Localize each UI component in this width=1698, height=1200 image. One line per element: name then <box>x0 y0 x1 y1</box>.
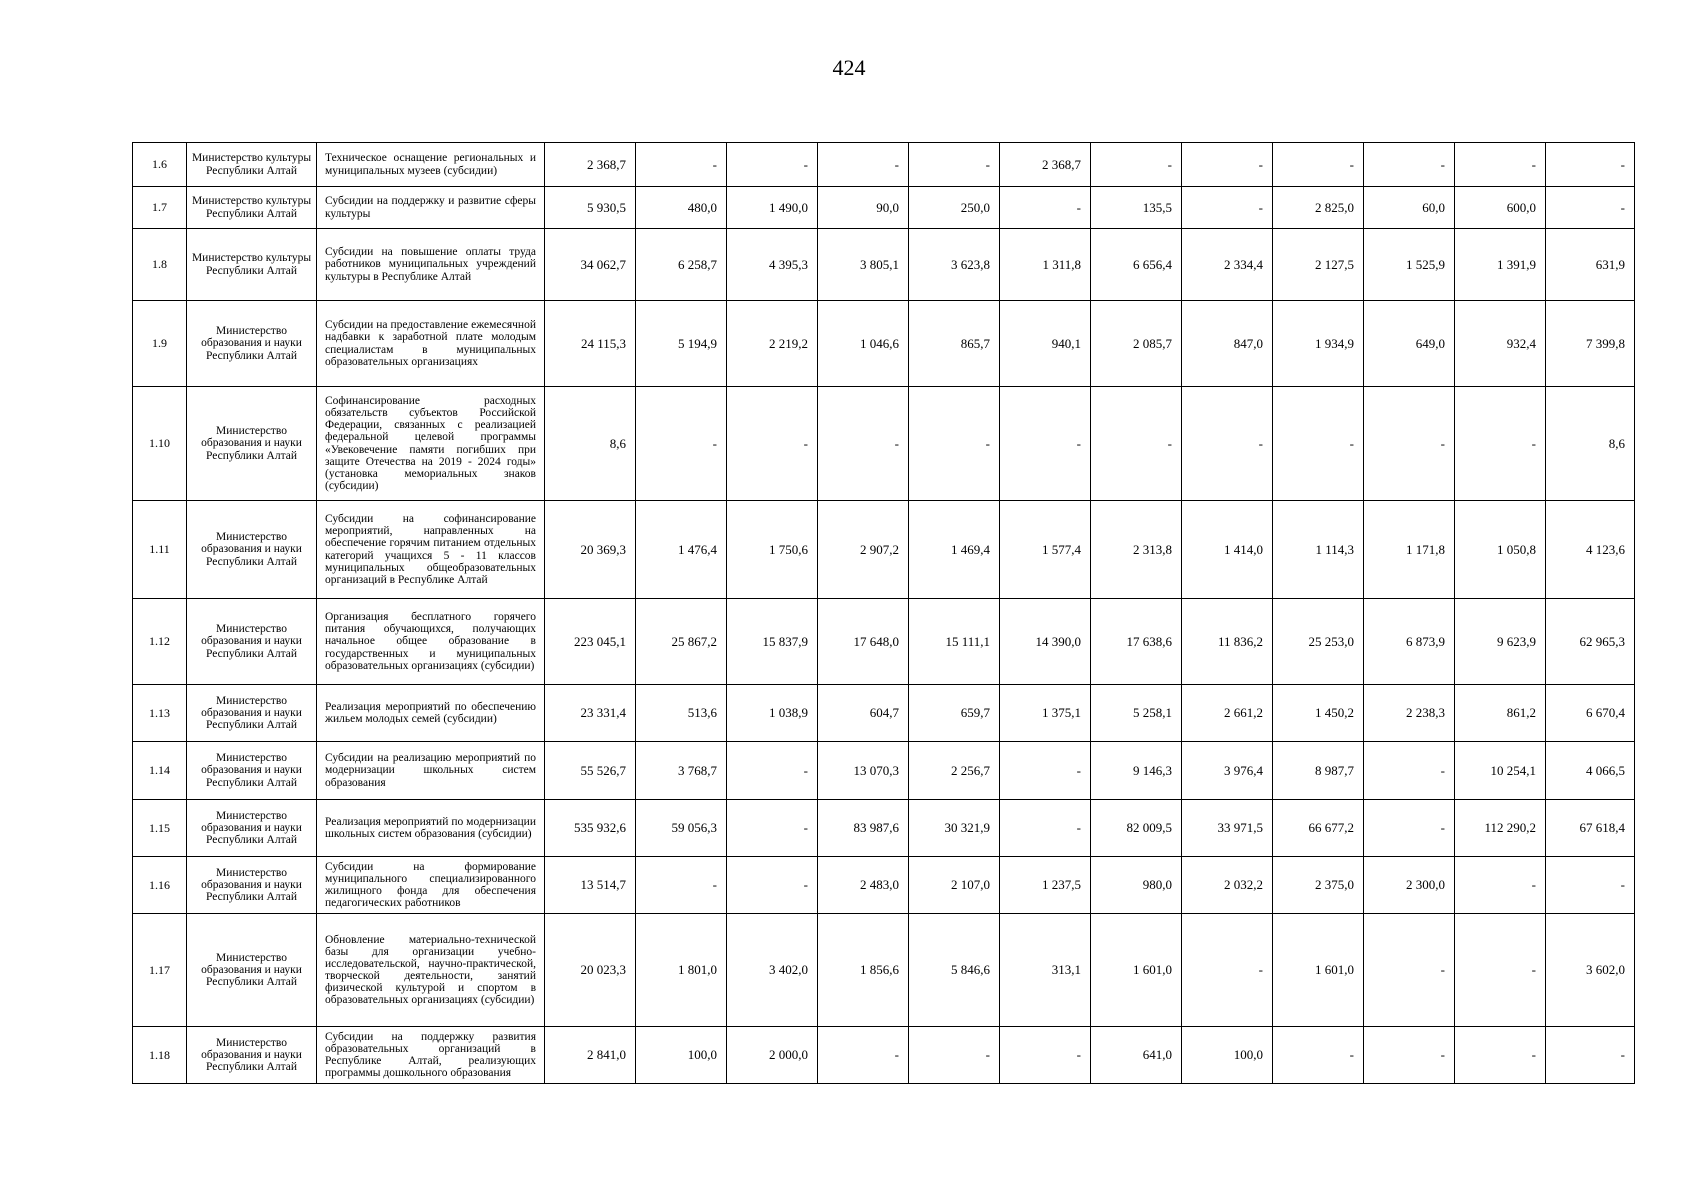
value-cell: 4 066,5 <box>1546 742 1635 800</box>
value-cell: 60,0 <box>1364 187 1455 229</box>
value-cell: 23 331,4 <box>545 685 636 742</box>
table-row <box>133 301 1635 387</box>
organization-cell: Министерство образования и науки Республики Алтай <box>187 742 317 800</box>
value-cell: 6 258,7 <box>636 229 727 301</box>
table-row <box>133 599 1635 685</box>
description-cell: Обновление материально-технической базы для организации учебно-исследовательской, научно-практической, творческой деятельности, занятий физической культурой и спортом в образовательных организациях (субсидии) <box>317 914 545 1027</box>
table-row <box>133 1027 1635 1084</box>
value-cell: - <box>727 857 818 914</box>
value-cell: 1 237,5 <box>1000 857 1091 914</box>
value-cell: - <box>636 387 727 501</box>
value-cell: 1 450,2 <box>1273 685 1364 742</box>
value-cell: 1 391,9 <box>1455 229 1546 301</box>
description-cell: Субсидии на поддержку развития образовательных организаций в Республике Алтай, реализующих программы дошкольного образования <box>317 1027 545 1084</box>
value-cell: 6 670,4 <box>1546 685 1635 742</box>
value-cell: 649,0 <box>1364 301 1455 387</box>
value-cell: - <box>818 387 909 501</box>
value-cell: 30 321,9 <box>909 800 1000 857</box>
organization-cell: Министерство культуры Республики Алтай <box>187 187 317 229</box>
value-cell: 1 601,0 <box>1273 914 1364 1027</box>
value-cell: 10 254,1 <box>1455 742 1546 800</box>
table-body <box>133 143 1635 1084</box>
organization-cell: Министерство образования и науки Республики Алтай <box>187 501 317 599</box>
organization-cell: Министерство образования и науки Республики Алтай <box>187 599 317 685</box>
value-cell: 2 300,0 <box>1364 857 1455 914</box>
table-row <box>133 501 1635 599</box>
value-cell: 33 971,5 <box>1182 800 1273 857</box>
table-row <box>133 857 1635 914</box>
value-cell: - <box>1364 387 1455 501</box>
value-cell: 8,6 <box>545 387 636 501</box>
value-cell: - <box>1455 143 1546 187</box>
value-cell: - <box>636 857 727 914</box>
value-cell: - <box>1182 914 1273 1027</box>
value-cell: 100,0 <box>636 1027 727 1084</box>
value-cell: 1 577,4 <box>1000 501 1091 599</box>
value-cell: - <box>1546 187 1635 229</box>
value-cell: 1 934,9 <box>1273 301 1364 387</box>
description-cell: Субсидии на повышение оплаты труда работников муниципальных учреждений культуры в Республике Алтай <box>317 229 545 301</box>
value-cell: - <box>1455 387 1546 501</box>
row-number: 1.16 <box>133 857 187 914</box>
value-cell: 1 050,8 <box>1455 501 1546 599</box>
value-cell: 4 123,6 <box>1546 501 1635 599</box>
table-row <box>133 800 1635 857</box>
value-cell: - <box>909 387 1000 501</box>
value-cell: 59 056,3 <box>636 800 727 857</box>
description-cell: Субсидии на софинансирование мероприятий, направленных на обеспечение горячим питанием отдельных категорий учащихся 5 - 11 классов муниципальных общеобразовательных организаций в Республике Алтай <box>317 501 545 599</box>
value-cell: 13 070,3 <box>818 742 909 800</box>
row-number: 1.10 <box>133 387 187 501</box>
value-cell: 20 023,3 <box>545 914 636 1027</box>
description-cell: Субсидии на реализацию мероприятий по модернизации школьных систем образования <box>317 742 545 800</box>
value-cell: 2 375,0 <box>1273 857 1364 914</box>
value-cell: 3 623,8 <box>909 229 1000 301</box>
value-cell: 24 115,3 <box>545 301 636 387</box>
value-cell: - <box>1182 143 1273 187</box>
value-cell: - <box>1455 914 1546 1027</box>
value-cell: 135,5 <box>1091 187 1182 229</box>
value-cell: 67 618,4 <box>1546 800 1635 857</box>
description-cell: Реализация мероприятий по обеспечению жильем молодых семей (субсидии) <box>317 685 545 742</box>
value-cell: - <box>818 1027 909 1084</box>
value-cell: 17 638,6 <box>1091 599 1182 685</box>
value-cell: 1 490,0 <box>727 187 818 229</box>
value-cell: 34 062,7 <box>545 229 636 301</box>
value-cell: 2 907,2 <box>818 501 909 599</box>
value-cell: - <box>1273 387 1364 501</box>
value-cell: - <box>1546 143 1635 187</box>
table-row <box>133 742 1635 800</box>
value-cell: 83 987,6 <box>818 800 909 857</box>
value-cell: 1 525,9 <box>1364 229 1455 301</box>
value-cell: 2 483,0 <box>818 857 909 914</box>
value-cell: 20 369,3 <box>545 501 636 599</box>
organization-cell: Министерство образования и науки Республики Алтай <box>187 685 317 742</box>
value-cell: - <box>1455 857 1546 914</box>
value-cell: 15 111,1 <box>909 599 1000 685</box>
value-cell: 847,0 <box>1182 301 1273 387</box>
value-cell: - <box>818 143 909 187</box>
row-number: 1.17 <box>133 914 187 1027</box>
value-cell: 480,0 <box>636 187 727 229</box>
value-cell: 2 368,7 <box>1000 143 1091 187</box>
organization-cell: Министерство культуры Республики Алтай <box>187 143 317 187</box>
value-cell: 8,6 <box>1546 387 1635 501</box>
row-number: 1.18 <box>133 1027 187 1084</box>
table-row <box>133 914 1635 1027</box>
value-cell: 4 395,3 <box>727 229 818 301</box>
value-cell: 6 873,9 <box>1364 599 1455 685</box>
value-cell: 9 146,3 <box>1091 742 1182 800</box>
organization-cell: Министерство культуры Республики Алтай <box>187 229 317 301</box>
description-cell: Реализация мероприятий по модернизации школьных систем образования (субсидии) <box>317 800 545 857</box>
budget-table <box>132 142 1635 1084</box>
value-cell: 2 334,4 <box>1182 229 1273 301</box>
value-cell: 9 623,9 <box>1455 599 1546 685</box>
value-cell: - <box>909 143 1000 187</box>
value-cell: 1 750,6 <box>727 501 818 599</box>
value-cell: - <box>727 800 818 857</box>
table-row <box>133 143 1635 187</box>
value-cell: 5 194,9 <box>636 301 727 387</box>
value-cell: 17 648,0 <box>818 599 909 685</box>
value-cell: 1 038,9 <box>727 685 818 742</box>
organization-cell: Министерство образования и науки Республики Алтай <box>187 1027 317 1084</box>
value-cell: 940,1 <box>1000 301 1091 387</box>
value-cell: 1 856,6 <box>818 914 909 1027</box>
value-cell: 15 837,9 <box>727 599 818 685</box>
value-cell: 2 313,8 <box>1091 501 1182 599</box>
value-cell: - <box>1000 742 1091 800</box>
row-number: 1.12 <box>133 599 187 685</box>
value-cell: - <box>1182 387 1273 501</box>
value-cell: - <box>636 143 727 187</box>
value-cell: 1 476,4 <box>636 501 727 599</box>
value-cell: - <box>1091 143 1182 187</box>
value-cell: 535 932,6 <box>545 800 636 857</box>
value-cell: 82 009,5 <box>1091 800 1182 857</box>
value-cell: 2 841,0 <box>545 1027 636 1084</box>
value-cell: 55 526,7 <box>545 742 636 800</box>
value-cell: 3 768,7 <box>636 742 727 800</box>
value-cell: - <box>1182 187 1273 229</box>
value-cell: 659,7 <box>909 685 1000 742</box>
value-cell: - <box>727 143 818 187</box>
value-cell: 1 414,0 <box>1182 501 1273 599</box>
value-cell: - <box>1000 187 1091 229</box>
value-cell: 513,6 <box>636 685 727 742</box>
value-cell: 604,7 <box>818 685 909 742</box>
value-cell: 2 256,7 <box>909 742 1000 800</box>
value-cell: 861,2 <box>1455 685 1546 742</box>
value-cell: 8 987,7 <box>1273 742 1364 800</box>
value-cell: - <box>727 742 818 800</box>
description-cell: Техническое оснащение региональных и муниципальных музеев (субсидии) <box>317 143 545 187</box>
value-cell: 14 390,0 <box>1000 599 1091 685</box>
value-cell: 25 867,2 <box>636 599 727 685</box>
value-cell: - <box>1000 387 1091 501</box>
value-cell: 62 965,3 <box>1546 599 1635 685</box>
value-cell: 980,0 <box>1091 857 1182 914</box>
value-cell: 1 375,1 <box>1000 685 1091 742</box>
value-cell: 112 290,2 <box>1455 800 1546 857</box>
value-cell: - <box>1546 857 1635 914</box>
value-cell: 2 107,0 <box>909 857 1000 914</box>
value-cell: 1 311,8 <box>1000 229 1091 301</box>
value-cell: 5 930,5 <box>545 187 636 229</box>
value-cell: - <box>1000 1027 1091 1084</box>
value-cell: - <box>1364 1027 1455 1084</box>
row-number: 1.7 <box>133 187 187 229</box>
row-number: 1.6 <box>133 143 187 187</box>
value-cell: 865,7 <box>909 301 1000 387</box>
value-cell: 600,0 <box>1455 187 1546 229</box>
value-cell: 631,9 <box>1546 229 1635 301</box>
value-cell: 13 514,7 <box>545 857 636 914</box>
value-cell: 223 045,1 <box>545 599 636 685</box>
value-cell: 5 846,6 <box>909 914 1000 1027</box>
description-cell: Организация бесплатного горячего питания обучающихся, получающих начальное общее образование в государственных и муниципальных образовательных организациях (субсидии) <box>317 599 545 685</box>
row-number: 1.9 <box>133 301 187 387</box>
value-cell: - <box>1455 1027 1546 1084</box>
value-cell: 66 677,2 <box>1273 800 1364 857</box>
row-number: 1.13 <box>133 685 187 742</box>
page-number: 424 <box>832 55 866 80</box>
value-cell: 2 219,2 <box>727 301 818 387</box>
organization-cell: Министерство образования и науки Республики Алтай <box>187 800 317 857</box>
value-cell: 3 805,1 <box>818 229 909 301</box>
value-cell: 1 114,3 <box>1273 501 1364 599</box>
value-cell: 1 046,6 <box>818 301 909 387</box>
value-cell: 1 171,8 <box>1364 501 1455 599</box>
value-cell: 2 000,0 <box>727 1027 818 1084</box>
organization-cell: Министерство образования и науки Республики Алтай <box>187 301 317 387</box>
table-row <box>133 187 1635 229</box>
value-cell: 2 661,2 <box>1182 685 1273 742</box>
description-cell: Субсидии на предоставление ежемесячной надбавки к заработной плате молодым специалистам в муниципальных образовательных организациях <box>317 301 545 387</box>
value-cell: - <box>1273 1027 1364 1084</box>
value-cell: 2 032,2 <box>1182 857 1273 914</box>
value-cell: - <box>1364 742 1455 800</box>
description-cell: Субсидии на поддержку и развитие сферы культуры <box>317 187 545 229</box>
value-cell: 6 656,4 <box>1091 229 1182 301</box>
value-cell: 250,0 <box>909 187 1000 229</box>
value-cell: 2 368,7 <box>545 143 636 187</box>
value-cell: - <box>1000 800 1091 857</box>
value-cell: 5 258,1 <box>1091 685 1182 742</box>
value-cell: 90,0 <box>818 187 909 229</box>
table-row <box>133 229 1635 301</box>
value-cell: 2 085,7 <box>1091 301 1182 387</box>
value-cell: - <box>1273 143 1364 187</box>
row-number: 1.11 <box>133 501 187 599</box>
value-cell: 11 836,2 <box>1182 599 1273 685</box>
value-cell: - <box>1364 800 1455 857</box>
value-cell: 3 976,4 <box>1182 742 1273 800</box>
value-cell: 641,0 <box>1091 1027 1182 1084</box>
value-cell: 1 469,4 <box>909 501 1000 599</box>
value-cell: 3 602,0 <box>1546 914 1635 1027</box>
table-row <box>133 685 1635 742</box>
organization-cell: Министерство образования и науки Республики Алтай <box>187 387 317 501</box>
value-cell: 2 127,5 <box>1273 229 1364 301</box>
row-number: 1.14 <box>133 742 187 800</box>
value-cell: 100,0 <box>1182 1027 1273 1084</box>
row-number: 1.8 <box>133 229 187 301</box>
value-cell: - <box>909 1027 1000 1084</box>
value-cell: - <box>1546 1027 1635 1084</box>
value-cell: 1 801,0 <box>636 914 727 1027</box>
value-cell: 932,4 <box>1455 301 1546 387</box>
description-cell: Субсидии на формирование муниципального специализированного жилищного фонда для обеспечения педагогических работников <box>317 857 545 914</box>
value-cell: 313,1 <box>1000 914 1091 1027</box>
value-cell: 3 402,0 <box>727 914 818 1027</box>
row-number: 1.15 <box>133 800 187 857</box>
description-cell: Софинансирование расходных обязательств субъектов Российской Федерации, связанных с реализацией федеральной целевой программы «Увековечение памяти погибших при защите Отечества на 2019 - 2024 годы» (установка мемориальных знаков (субсидии) <box>317 387 545 501</box>
table-row <box>133 387 1635 501</box>
value-cell: 2 825,0 <box>1273 187 1364 229</box>
value-cell: - <box>1364 914 1455 1027</box>
value-cell: 2 238,3 <box>1364 685 1455 742</box>
organization-cell: Министерство образования и науки Республики Алтай <box>187 914 317 1027</box>
value-cell: - <box>727 387 818 501</box>
organization-cell: Министерство образования и науки Республики Алтай <box>187 857 317 914</box>
value-cell: - <box>1091 387 1182 501</box>
value-cell: 25 253,0 <box>1273 599 1364 685</box>
value-cell: 7 399,8 <box>1546 301 1635 387</box>
value-cell: 1 601,0 <box>1091 914 1182 1027</box>
value-cell: - <box>1364 143 1455 187</box>
